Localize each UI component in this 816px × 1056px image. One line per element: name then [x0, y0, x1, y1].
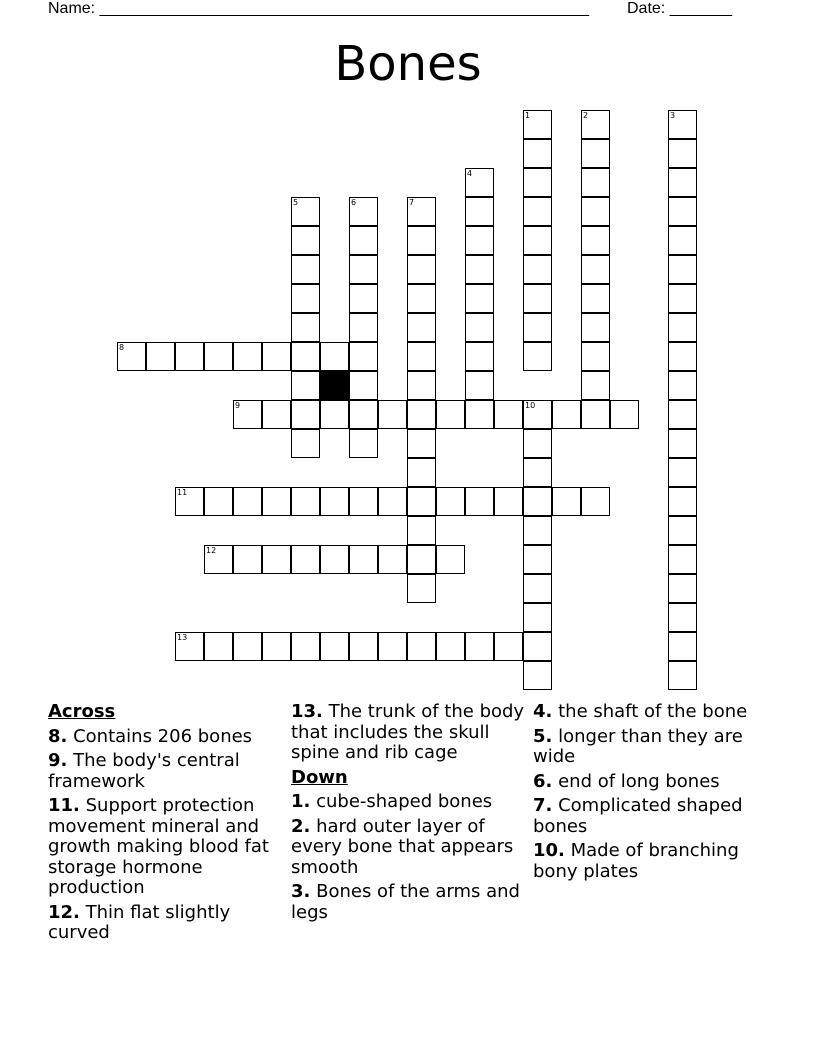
- grid-cell[interactable]: [523, 516, 552, 545]
- date-line[interactable]: Date: _______: [627, 0, 732, 17]
- grid-cell[interactable]: [523, 603, 552, 632]
- grid-cell[interactable]: [291, 342, 320, 371]
- grid-cell[interactable]: [436, 545, 465, 574]
- grid-cell[interactable]: [581, 313, 610, 342]
- grid-cell[interactable]: [668, 168, 697, 197]
- grid-cell[interactable]: [407, 284, 436, 313]
- grid-cell[interactable]: [668, 139, 697, 168]
- clue-number-label: 9: [235, 401, 241, 410]
- grid-cell[interactable]: [204, 342, 233, 371]
- grid-cell[interactable]: [349, 632, 378, 661]
- grid-cell[interactable]: [465, 168, 494, 197]
- page-title: Bones: [334, 36, 482, 92]
- grid-cell[interactable]: [523, 632, 552, 661]
- grid-cell[interactable]: [523, 226, 552, 255]
- clue-text: end of long bones: [552, 770, 720, 792]
- clue-number: 13.: [291, 701, 323, 722]
- grid-cell[interactable]: [320, 400, 349, 429]
- grid-cell[interactable]: [233, 400, 262, 429]
- grid-cell[interactable]: [581, 284, 610, 313]
- clue-text: Contains 206 bones: [67, 725, 253, 747]
- grid-cell[interactable]: [407, 458, 436, 487]
- grid-cell[interactable]: [668, 400, 697, 429]
- clue-number: 6.: [533, 770, 553, 792]
- grid-cell[interactable]: [668, 516, 697, 545]
- grid-cell[interactable]: [581, 197, 610, 226]
- grid-cell[interactable]: [262, 632, 291, 661]
- grid-cell[interactable]: [291, 226, 320, 255]
- grid-cell[interactable]: [668, 603, 697, 632]
- grid-cell[interactable]: [233, 342, 262, 371]
- grid-cell[interactable]: [349, 313, 378, 342]
- grid-cell[interactable]: [610, 400, 639, 429]
- grid-cell[interactable]: [523, 400, 552, 429]
- down-clue-7: [533, 796, 771, 837]
- across-clue-13: [291, 702, 529, 764]
- grid-cell[interactable]: [349, 487, 378, 516]
- clue-number: 3.: [291, 881, 311, 902]
- clue-number-label: 6: [351, 198, 357, 207]
- grid-cell[interactable]: [581, 371, 610, 400]
- grid-cell[interactable]: [668, 632, 697, 661]
- grid-cell[interactable]: [465, 632, 494, 661]
- grid-cell[interactable]: [581, 139, 610, 168]
- clue-text: the shaft of the bone: [552, 701, 748, 722]
- grid-cell[interactable]: [465, 197, 494, 226]
- grid-cell[interactable]: [523, 574, 552, 603]
- grid-cell[interactable]: [262, 342, 291, 371]
- grid-cell[interactable]: [146, 342, 175, 371]
- grid-cell[interactable]: [262, 545, 291, 574]
- grid-cell[interactable]: [378, 545, 407, 574]
- grid-cell[interactable]: [436, 632, 465, 661]
- clue-number-label: 10: [525, 401, 536, 410]
- grid-cell[interactable]: [262, 487, 291, 516]
- clues-column-3: [533, 702, 771, 886]
- grid-cell[interactable]: [465, 400, 494, 429]
- grid-cell[interactable]: [407, 632, 436, 661]
- grid-cell[interactable]: [436, 487, 465, 516]
- grid-cell[interactable]: [668, 487, 697, 516]
- grid-cell[interactable]: [233, 545, 262, 574]
- grid-cell[interactable]: [291, 545, 320, 574]
- name-line[interactable]: Name: _______________________________________________________: [48, 0, 589, 17]
- clue-number-label: 8: [119, 343, 125, 352]
- grid-cell[interactable]: [523, 487, 552, 516]
- grid-cell[interactable]: [407, 342, 436, 371]
- clue-number: 11.: [48, 795, 80, 816]
- grid-cell[interactable]: [581, 342, 610, 371]
- clue-text: longer than they are wide: [533, 725, 743, 767]
- across-clue-8: [48, 727, 286, 748]
- grid-cell[interactable]: [349, 545, 378, 574]
- grid-cell[interactable]: [291, 313, 320, 342]
- clue-number: 9.: [48, 750, 68, 771]
- grid-cell[interactable]: [291, 284, 320, 313]
- grid-cell[interactable]: [175, 487, 204, 516]
- clue-text: cube-shaped bones: [310, 791, 493, 812]
- grid-cell[interactable]: [581, 255, 610, 284]
- grid-cell[interactable]: [407, 429, 436, 458]
- grid-cell[interactable]: [407, 516, 436, 545]
- grid-cell[interactable]: [407, 487, 436, 516]
- grid-cell[interactable]: [552, 400, 581, 429]
- grid-cell[interactable]: [349, 429, 378, 458]
- grid-cell[interactable]: [407, 197, 436, 226]
- clue-number: 12.: [48, 901, 80, 923]
- grid-cell[interactable]: [320, 342, 349, 371]
- grid-cell[interactable]: [668, 226, 697, 255]
- grid-cell[interactable]: [349, 371, 378, 400]
- clue-number-label: 7: [409, 198, 415, 207]
- grid-cell[interactable]: [407, 255, 436, 284]
- grid-cell[interactable]: [204, 487, 233, 516]
- grid-cell[interactable]: [494, 400, 523, 429]
- grid-cell[interactable]: [349, 400, 378, 429]
- grid-cell[interactable]: [668, 661, 697, 690]
- grid-cell[interactable]: [523, 313, 552, 342]
- grid-cell[interactable]: [523, 661, 552, 690]
- grid-cell[interactable]: [523, 139, 552, 168]
- grid-cell[interactable]: [668, 197, 697, 226]
- grid-cell[interactable]: [349, 226, 378, 255]
- clue-number: 1.: [291, 791, 311, 812]
- across-clue-9: [48, 751, 286, 792]
- grid-cell[interactable]: [349, 255, 378, 284]
- grid-cell[interactable]: [523, 255, 552, 284]
- grid-cell[interactable]: [291, 255, 320, 284]
- clue-number: 8.: [48, 725, 68, 747]
- grid-cell[interactable]: [552, 487, 581, 516]
- grid-cell[interactable]: [668, 371, 697, 400]
- grid-cell[interactable]: [204, 545, 233, 574]
- grid-cell[interactable]: [668, 545, 697, 574]
- grid-cell[interactable]: [378, 632, 407, 661]
- grid-cell[interactable]: [668, 284, 697, 313]
- grid-cell[interactable]: [465, 255, 494, 284]
- clue-number: 4.: [533, 701, 553, 722]
- grid-cell[interactable]: [465, 342, 494, 371]
- grid-cell[interactable]: [668, 313, 697, 342]
- grid-cell[interactable]: [523, 458, 552, 487]
- grid-cell[interactable]: [407, 545, 436, 574]
- clue-number-label: 13: [177, 633, 188, 642]
- grid-cell[interactable]: [523, 545, 552, 574]
- clue-number-label: 2: [583, 111, 589, 120]
- grid-cell[interactable]: [291, 371, 320, 400]
- down-clue-5: [533, 727, 771, 768]
- grid-cell[interactable]: [291, 487, 320, 516]
- grid-cell[interactable]: [320, 487, 349, 516]
- grid-cell[interactable]: [465, 487, 494, 516]
- grid-cell[interactable]: [581, 110, 610, 139]
- down-clue-3: [291, 882, 529, 923]
- clue-text: The trunk of the body that includes the skull spine and rib cage: [291, 701, 525, 763]
- grid-cell[interactable]: [668, 110, 697, 139]
- grid-cell[interactable]: [378, 400, 407, 429]
- clue-text: Made of branching bony plates: [533, 840, 739, 882]
- clue-text: The body's central framework: [48, 750, 240, 792]
- clue-number: 2.: [291, 815, 311, 837]
- grid-cell[interactable]: [291, 632, 320, 661]
- grid-cell[interactable]: [581, 168, 610, 197]
- across-clue-11: [48, 796, 286, 899]
- grid-cell[interactable]: [175, 342, 204, 371]
- clue-number-label: 12: [206, 546, 217, 555]
- clue-number-label: 1: [525, 111, 531, 120]
- grid-cell[interactable]: [349, 342, 378, 371]
- grid-cell[interactable]: [668, 429, 697, 458]
- clues-column-2: [291, 702, 529, 927]
- grid-cell[interactable]: [668, 342, 697, 371]
- grid-cell[interactable]: [233, 632, 262, 661]
- clue-text: hard outer layer of every bone that appears smooth: [291, 815, 514, 878]
- grid-cell[interactable]: [465, 284, 494, 313]
- down-clue-10: [533, 841, 771, 882]
- grid-cell[interactable]: [436, 400, 465, 429]
- grid-cell[interactable]: [523, 168, 552, 197]
- grid-cell[interactable]: [349, 197, 378, 226]
- clue-text: Complicated shaped bones: [533, 795, 743, 837]
- grid-cell[interactable]: [320, 545, 349, 574]
- clue-number-label: 5: [293, 198, 299, 207]
- grid-cell[interactable]: [262, 400, 291, 429]
- clues-column-1: [48, 702, 286, 948]
- clue-text: Thin flat slightly curved: [48, 901, 231, 943]
- across-heading: Across: [48, 701, 116, 722]
- down-clue-2: [291, 817, 529, 879]
- grid-cell[interactable]: [465, 313, 494, 342]
- grid-cell[interactable]: [465, 371, 494, 400]
- grid-cell[interactable]: [668, 458, 697, 487]
- clue-text: Bones of the arms and legs: [291, 881, 520, 923]
- grid-cell[interactable]: [668, 574, 697, 603]
- grid-cell[interactable]: [233, 487, 262, 516]
- grid-cell[interactable]: [117, 342, 146, 371]
- clue-text: Support protection movement mineral and growth making blood fat storage hormone production: [48, 795, 269, 898]
- clue-number-label: 11: [177, 488, 188, 497]
- grid-cell[interactable]: [407, 371, 436, 400]
- grid-cell[interactable]: [581, 226, 610, 255]
- down-clue-4: [533, 702, 771, 723]
- grid-cell[interactable]: [581, 400, 610, 429]
- grid-cell[interactable]: [320, 632, 349, 661]
- grid-cell[interactable]: [407, 400, 436, 429]
- grid-cell[interactable]: [494, 632, 523, 661]
- down-heading: Down: [291, 766, 348, 788]
- grid-cell[interactable]: [175, 632, 204, 661]
- grid-cell[interactable]: [523, 429, 552, 458]
- grid-cell[interactable]: [523, 110, 552, 139]
- grid-cell[interactable]: [378, 487, 407, 516]
- grid-cell[interactable]: [349, 284, 378, 313]
- grid-cell[interactable]: [523, 284, 552, 313]
- clue-number-label: 3: [670, 111, 676, 120]
- clue-number: 7.: [533, 795, 553, 816]
- grid-cell[interactable]: [523, 342, 552, 371]
- grid-cell[interactable]: [407, 574, 436, 603]
- grid-cell[interactable]: [291, 429, 320, 458]
- grid-cell[interactable]: [291, 197, 320, 226]
- grid-cell[interactable]: [523, 197, 552, 226]
- clue-number: 5.: [533, 725, 553, 747]
- down-clue-1: [291, 792, 529, 813]
- grid-cell[interactable]: [407, 226, 436, 255]
- grid-cell[interactable]: [668, 255, 697, 284]
- down-clue-6: [533, 772, 771, 793]
- across-clue-12: [48, 903, 286, 944]
- grid-cell[interactable]: [407, 313, 436, 342]
- grid-cell[interactable]: [581, 487, 610, 516]
- grid-block-cell: [320, 371, 349, 400]
- clue-number: 10.: [533, 840, 565, 861]
- grid-cell[interactable]: [291, 400, 320, 429]
- grid-cell[interactable]: [465, 226, 494, 255]
- clue-number-label: 4: [467, 169, 473, 178]
- grid-cell[interactable]: [204, 632, 233, 661]
- grid-cell[interactable]: [494, 487, 523, 516]
